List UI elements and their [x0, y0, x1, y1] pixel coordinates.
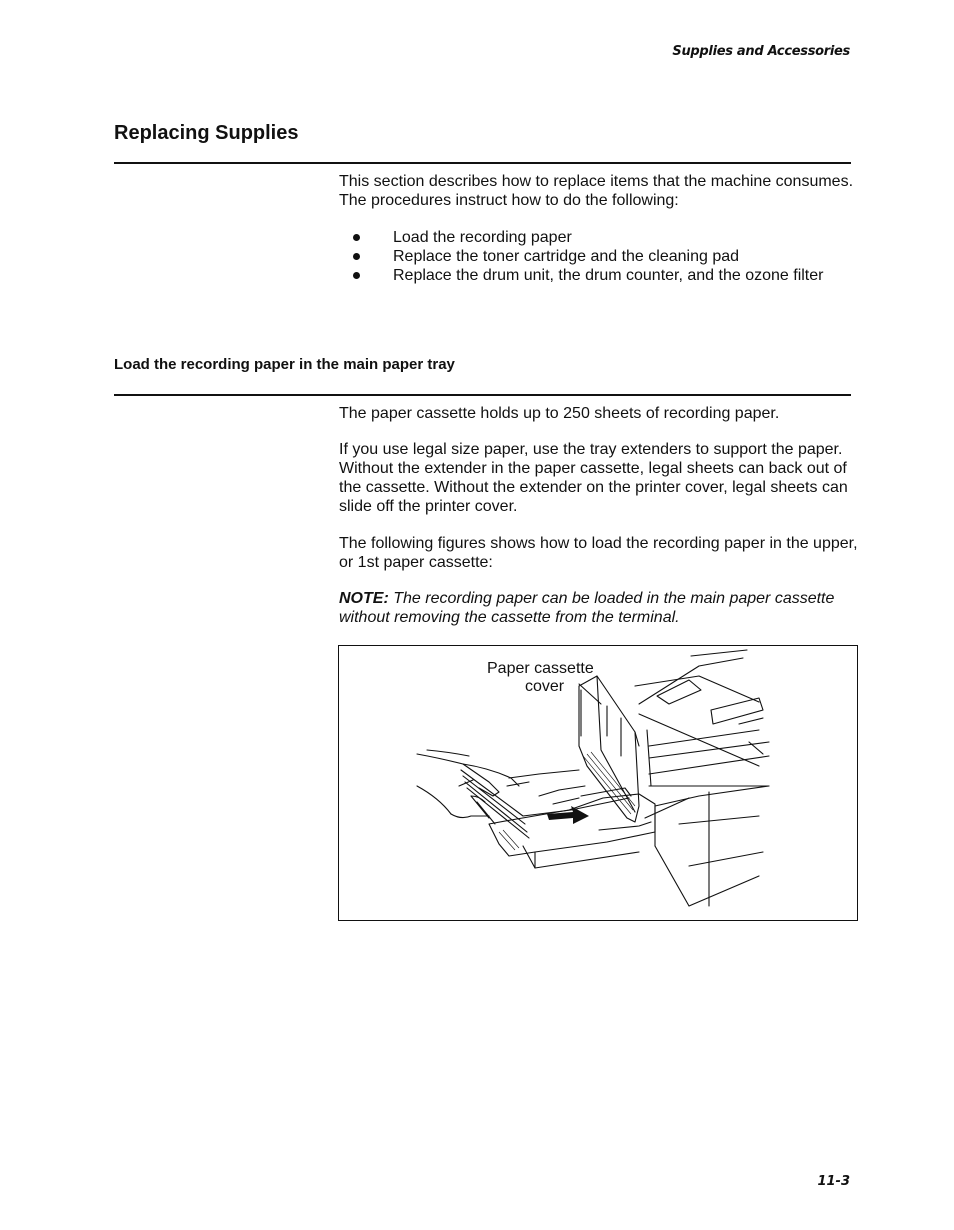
- list-item: [350, 266, 850, 285]
- figure-label: cover: [525, 678, 565, 695]
- figure-paper-cassette: [338, 645, 858, 921]
- note-label: NOTE:: [339, 590, 389, 607]
- supplies-list: [350, 228, 850, 285]
- note-text: The recording paper can be loaded in the main paper cassette without removing the cassette from the terminal.: [339, 590, 835, 626]
- paper-loading-illustration: [339, 646, 858, 921]
- subsection-title: Load the recording paper in the main paper tray: [114, 356, 455, 373]
- page-number: 11-3: [817, 1174, 850, 1189]
- section-divider: [114, 162, 851, 164]
- list-item-text: Load the recording paper: [393, 229, 572, 246]
- list-item-text: Replace the drum unit, the drum counter, and the ozone filter: [393, 267, 824, 284]
- paragraph-figures-intro: The following figures shows how to load the recording paper in the upper, or 1st paper cassette:: [339, 535, 858, 571]
- bullet-icon: [353, 272, 360, 279]
- figure-label: Paper cassette: [487, 660, 594, 677]
- subsection-divider: [114, 394, 851, 396]
- list-item: [350, 247, 850, 266]
- list-item: [350, 228, 850, 247]
- bullet-icon: [353, 253, 360, 260]
- note: [339, 589, 859, 627]
- insert-arrow-icon: [547, 806, 589, 824]
- paragraph-capacity: The paper cassette holds up to 250 sheets of recording paper.: [339, 405, 780, 422]
- section-intro: This section describes how to replace items that the machine consumes. The procedures instruct how to do the following:: [339, 173, 854, 209]
- list-item-text: Replace the toner cartridge and the cleaning pad: [393, 248, 740, 265]
- running-head: Supplies and Accessories: [672, 44, 850, 59]
- section-title: Replacing Supplies: [114, 122, 299, 144]
- paragraph-legal-paper: If you use legal size paper, use the tray extenders to support the paper. Without the extender in the paper cassette, legal sheets can back out of the cassette. Without the extender on the printer cover, legal sheets can slide off the printer cover.: [339, 441, 848, 515]
- bullet-icon: [353, 234, 360, 241]
